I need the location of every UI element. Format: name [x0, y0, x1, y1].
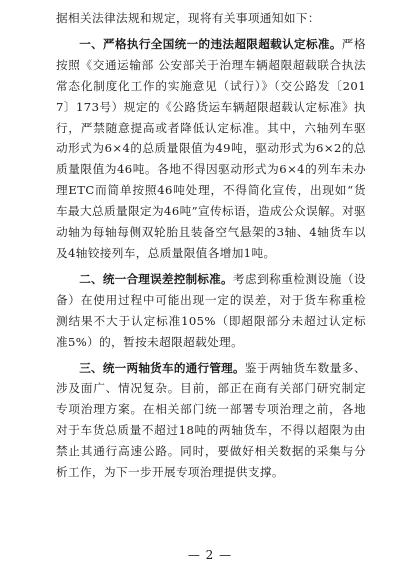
section-3-heading: 三、统一两轴货车的通行管理。	[79, 360, 245, 375]
section-2	[56, 269, 366, 353]
section-1	[56, 34, 366, 264]
section-2-heading: 二、统一合理误差控制标准。	[79, 271, 233, 286]
document-body	[56, 8, 366, 483]
section-2-body: 考虑到称重检测设施（设备）在使用过程中可能出现一定的误差，对于货车称重检测结果不大于认定标准105%（即超限部分未超过认定标准5%）的，暂按未超限超载处理。	[56, 271, 366, 349]
section-3-body: 鉴于两轴货车数量多、涉及面广、情况复杂。目前，部正在商有关部门研究制定专项治理方案。在相关部门统一部署专项治理之前，各地对于车货总质量不超过18吨的两轴货车，不得以超限为由禁止其通行高速公路。同时，要做好相关数据的采集与分析工作，为下一步开展专项治理提供支撑。	[56, 360, 366, 480]
intro-paragraph: 据相关法律法规和规定，现将有关事项通知如下：	[56, 11, 320, 25]
page-number: — 2 —	[187, 548, 233, 562]
section-1-heading: 一、严格执行全国统一的违法超限超载认定标准。	[79, 36, 342, 51]
section-3	[56, 358, 366, 483]
section-1-body: 严格按照《交通运输部 公安部关于治理车辆超限超载联合执法常态化制度化工作的实施意见（试行）》（交公路发〔2017〕173号）规定的《公路货运车辆超限超载认定标准》执行，严禁随意提高或者降低认定标准。其中，六轴列车驱动形式为6×4的总质量限值为49吨，驱动形式为6×2的总质量限值为46吨。各地不得因驱动形式为6×4的列车未办理ETC而简单按照46吨处理，不得简化宣传，出现如“货车最大总质量限定为46吨”宣传标语，造成公众误解。对驱动轴为每轴每侧双轮胎且装备空气悬架的3轴、4轴货车以及4轴铰接列车，总质量限值各增加1吨。	[56, 36, 366, 260]
